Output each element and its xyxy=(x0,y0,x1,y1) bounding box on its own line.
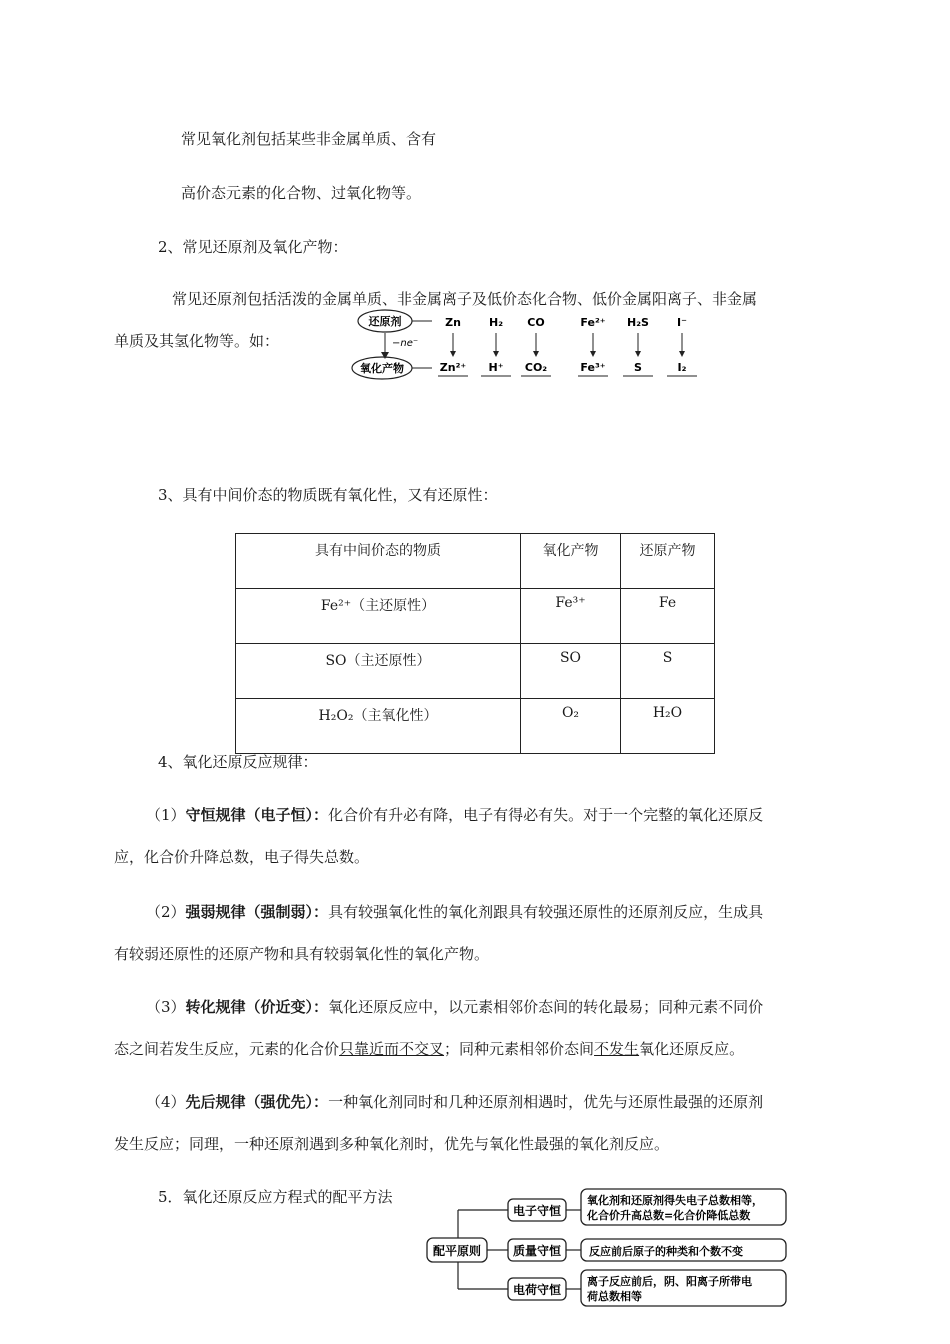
rule-1-text: 化合价有升必有降，电子有得必有失。对于一个完整的氧化还原反 xyxy=(328,806,764,824)
product-species: S xyxy=(634,361,642,374)
rule-1-title: 守恒规律（电子恒）： xyxy=(185,806,329,824)
section5-heading: 5．氧化还原反应方程式的配平方法 xyxy=(158,1188,393,1206)
desc-mass-line-1: 反应前后原子的种类和个数不变 xyxy=(589,1245,743,1258)
table-header-cell: 还原产物 xyxy=(621,534,715,589)
reaction-arrow-head xyxy=(590,351,596,357)
reductant-diagram xyxy=(340,308,720,388)
rule-3-text-part: 态之间若发生反应，元素的化合价 xyxy=(114,1040,340,1058)
rule-2-text: 具有较强氧化性的氧化剂跟具有较强还原性的还原剂反应，生成具 xyxy=(328,903,764,921)
table-cell: Fe³⁺ xyxy=(521,589,621,644)
table-cell: SO xyxy=(521,644,621,699)
desc-charge-line-1: 离子反应前后，阴、阳离子所带电 xyxy=(587,1275,752,1288)
section2-para-line-2: 单质及其氢化物等。如： xyxy=(114,332,280,350)
rule-3-text-part: ；同种元素相邻价态间 xyxy=(444,1040,595,1058)
reaction-arrow-head xyxy=(493,351,499,357)
rule-3-line-1 xyxy=(146,997,763,1017)
reaction-arrow-head xyxy=(635,351,641,357)
product-species: Fe³⁺ xyxy=(580,361,606,374)
rule-2-line-1 xyxy=(146,902,763,922)
reductant-species: H₂ xyxy=(488,316,504,329)
product-species: CO₂ xyxy=(524,361,548,374)
desc-electron-line-2: 化合价升高总数=化合价降低总数 xyxy=(587,1209,751,1222)
rule-4-title: 先后规律（强优先）： xyxy=(185,1093,329,1111)
branch-label-charge: 电荷守恒 xyxy=(512,1283,562,1297)
branch-label-mass: 质量守恒 xyxy=(512,1244,562,1258)
rule-3-line-2 xyxy=(114,1039,744,1059)
rule-4-line-2: 发生反应；同理，一种还原剂遇到多种氧化剂时，优先与氧化性最强的氧化剂反应。 xyxy=(114,1135,670,1153)
reductant-species: H₂S xyxy=(627,316,649,329)
branch-label-electron: 电子守恒 xyxy=(512,1204,562,1218)
reductant-species: Fe²⁺ xyxy=(580,316,606,329)
product-species: H⁺ xyxy=(488,361,504,374)
rule-4-number: （4） xyxy=(146,1093,186,1111)
table-row xyxy=(236,699,715,754)
rule-2-number: （2） xyxy=(146,903,186,921)
rule-3-underlined-phrase: 不发生 xyxy=(594,1040,640,1058)
rule-3-underlined-phrase: 只靠近而不交叉 xyxy=(339,1040,445,1058)
table-cell: H₂O₂（主氧化性） xyxy=(236,699,521,754)
oxidation-arrow-head xyxy=(381,352,389,359)
desc-electron-line-1: 氧化剂和还原剂得失电子总数相等， xyxy=(587,1194,763,1207)
root-label: 配平原则 xyxy=(432,1244,482,1258)
reaction-arrow-head xyxy=(533,351,539,357)
rule-2-line-2: 有较弱还原性的还原产物和具有较弱氧化性的氧化产物。 xyxy=(114,945,490,963)
table-cell: H₂O xyxy=(621,699,715,754)
rule-3-number: （3） xyxy=(146,998,186,1016)
reaction-arrow-head xyxy=(679,351,685,357)
reductant-label: 还原剂 xyxy=(368,315,402,328)
reductant-species: CO xyxy=(527,316,545,329)
section2-para-line-1: 常见还原剂包括活泼的金属单质、非金属离子及低价态化合物、低价金属阳离子、非金属 xyxy=(172,290,758,308)
table-row xyxy=(236,589,715,644)
product-species: Zn²⁺ xyxy=(439,361,467,374)
table-cell: S xyxy=(621,644,715,699)
rule-3-text-part: 氧化还原反应。 xyxy=(639,1040,745,1058)
rule-3-title: 转化规律（价近变）： xyxy=(185,998,329,1016)
table-header-row xyxy=(236,534,715,589)
rule-1-number: （1） xyxy=(146,806,186,824)
table-cell: SO（主还原性） xyxy=(236,644,521,699)
electron-loss-label: −ne⁻ xyxy=(392,338,419,349)
table-cell: O₂ xyxy=(521,699,621,754)
intro-line-1: 常见氧化剂包括某些非金属单质、含有 xyxy=(181,130,437,148)
rule-1-line-1 xyxy=(146,805,763,825)
reductant-species: I⁻ xyxy=(677,316,687,329)
reaction-arrow-head xyxy=(450,351,456,357)
intro-line-2: 高价态元素的化合物、过氧化物等。 xyxy=(181,184,422,202)
table-cell: Fe²⁺（主还原性） xyxy=(236,589,521,644)
reductant-species: Zn xyxy=(445,316,461,329)
balancing-principles-diagram xyxy=(425,1186,795,1310)
intermediate-valence-table xyxy=(235,533,715,754)
table-cell: Fe xyxy=(621,589,715,644)
rule-4-line-1 xyxy=(146,1092,763,1112)
section4-heading: 4、氧化还原反应规律： xyxy=(158,753,318,771)
section3-heading: 3、具有中间价态的物质既有氧化性，又有还原性： xyxy=(158,486,498,504)
table-header-cell: 具有中间价态的物质 xyxy=(236,534,521,589)
product-label: 氧化产物 xyxy=(360,362,404,375)
rule-2-title: 强弱规律（强制弱）： xyxy=(185,903,329,921)
table-header-cell: 氧化产物 xyxy=(521,534,621,589)
rule-4-text: 一种氧化剂同时和几种还原剂相遇时，优先与还原性最强的还原剂 xyxy=(328,1093,764,1111)
product-species: I₂ xyxy=(677,361,687,374)
desc-charge-line-2: 荷总数相等 xyxy=(587,1290,642,1303)
section2-heading: 2、常见还原剂及氧化产物： xyxy=(158,238,348,256)
rule-3-text: 氧化还原反应中，以元素相邻价态间的转化最易；同种元素不同价 xyxy=(328,998,764,1016)
table-row xyxy=(236,644,715,699)
rule-1-line-2: 应，化合价升降总数，电子得失总数。 xyxy=(114,848,370,866)
